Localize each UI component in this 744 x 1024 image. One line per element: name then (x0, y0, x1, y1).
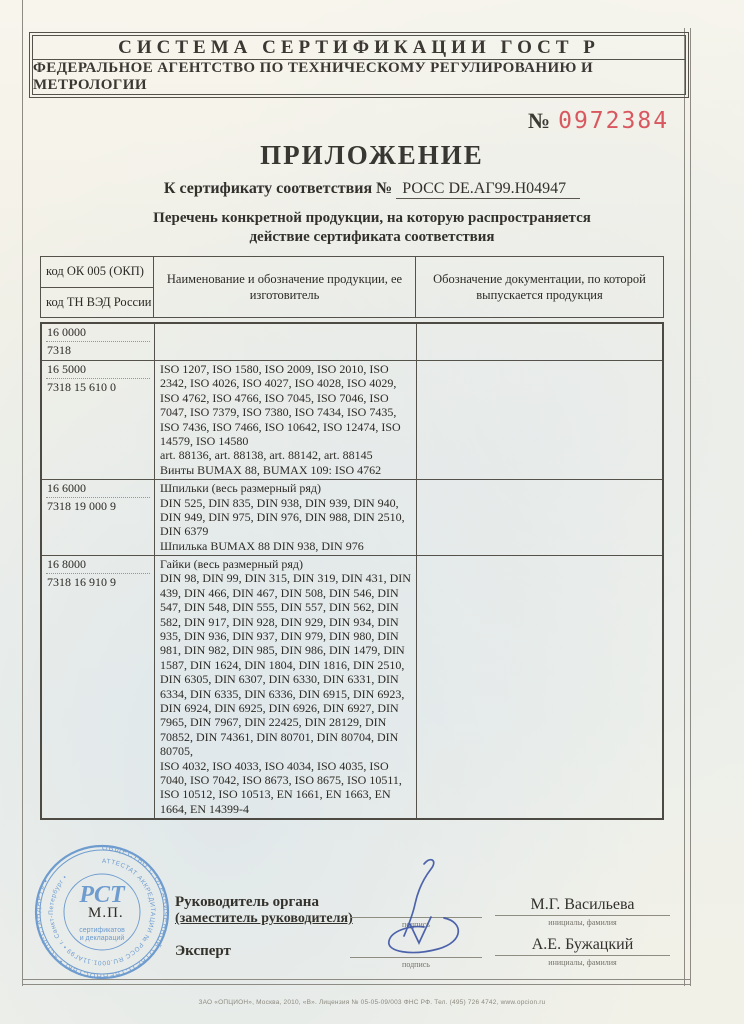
subtitle (0, 209, 744, 247)
number-sign: № (528, 108, 551, 133)
product-note: Винты BUMAX 88, BUMAX 109: ISO 4762 (160, 462, 382, 477)
header-documentation: Обозначение документации, по которой выпускается продукция (433, 271, 646, 302)
certificate-reference (0, 180, 744, 198)
table-row (42, 360, 662, 479)
product-standards: DIN 525, DIN 835, DIN 938, DIN 939, DIN 940, DIN 949, DIN 975, DIN 976, DIN 988, DIN 2510, DIN 6379 (160, 495, 405, 539)
tnved-code: 7318 (47, 343, 71, 357)
signature-caption-1: подпись (402, 920, 430, 929)
table-header-row (40, 256, 664, 318)
header-tnved-code: код ТН ВЭД России (46, 294, 152, 309)
signature-caption-2: подпись (402, 960, 430, 969)
expert-name-line (495, 955, 670, 956)
documentation-cell (417, 480, 662, 555)
code-separator (46, 573, 150, 574)
product-note: Шпилька BUMAX 88 DIN 938, DIN 976 (160, 538, 364, 553)
product-standards: ISO 1207, ISO 1580, ISO 2009, ISO 2010, ISO 2342, ISO 4026, ISO 4027, ISO 4028, ISO 4029, ISO 4762, ISO 4766, ISO 7045, ISO 7046, ISO 7047, ISO 7379, ISO 7380, ISO 7434, ISO 7435, ISO 7436, ISO 7466, ISO 10642, ISO 12474, ISO 14579, ISO 14580 (160, 362, 401, 448)
certificate-reference-label: К сертификату соответствия № (163, 180, 393, 197)
code-separator (46, 341, 150, 342)
okp-code: 16 0000 (47, 325, 86, 339)
products-table (40, 256, 664, 820)
stamp-sub2: и деклараций (79, 935, 125, 942)
code-separator (46, 497, 150, 498)
okp-code: 16 5000 (47, 362, 86, 376)
federal-agency-title: ФЕДЕРАЛЬНОЕ АГЕНТСТВО ПО ТЕХНИЧЕСКОМУ РЕГУЛИРОВАНИЮ И МЕТРОЛОГИИ (33, 60, 594, 93)
stamp-outer-text: ОБЩЕСТВО С ОГРАНИЧЕННОЙ ОТВЕТСТВЕННОСТЬЮ • «СПб-СТАНДАРТ» • (32, 842, 172, 982)
certificate-number: РОСС DE.АГ99.Н04947 (396, 180, 580, 199)
header-box-inner (32, 35, 686, 95)
codes-cell (42, 480, 155, 555)
codes-cell (42, 556, 155, 818)
subtitle-line2: действие сертификата соответствия (249, 228, 495, 245)
head-name: М.Г. Васильева (530, 896, 635, 913)
page-title: ПРИЛОЖЕНИЕ (260, 140, 484, 170)
tnved-code: 7318 16 910 9 (47, 575, 116, 590)
right-frame-line-outer (684, 28, 685, 986)
form-number (528, 108, 669, 134)
role-head-sub-label: (заместитель руководителя) (175, 911, 353, 926)
okp-code: 16 8000 (47, 557, 86, 572)
head-name-line (495, 915, 670, 916)
table-row (42, 324, 662, 360)
role-head-label: Руководитель органа (175, 894, 319, 910)
product-cell (155, 556, 417, 818)
expert-name: А.Е. Бужацкий (531, 936, 634, 953)
documentation-cell (417, 361, 662, 479)
right-frame-line-inner (690, 28, 691, 986)
code-separator (46, 378, 150, 379)
certification-system-title: СИСТЕМА СЕРТИФИКАЦИИ ГОСТ Р (33, 36, 685, 60)
rst-logo: РСТ (79, 882, 125, 908)
header-product-name: Наименование и обозначение продукции, ее изготовитель (154, 257, 416, 317)
expert-name-caption: инициалы, фамилия (548, 958, 617, 967)
product-cell (155, 324, 417, 360)
product-standards-iso: ISO 4032, ISO 4033, ISO 4034, ISO 4035, ISO 7040, ISO 7042, ISO 8673, ISO 8675, ISO 10511, ISO 10512, ISO 10513, EN 1661, EN 1663, EN 1664, EN 14399-4 (160, 758, 402, 816)
header-box (29, 32, 689, 98)
table-row (42, 555, 662, 818)
printer-imprint: ЗАО «ОПЦИОН», Москва, 2010, «В». Лицензия № 05-05-09/003 ФНС РФ. Тел. (495) 726 4742, www.opcion.ru (198, 999, 546, 1006)
tnved-code: 7318 15 610 0 (47, 380, 116, 394)
mp-placeholder: М.П. (88, 905, 124, 921)
tnved-code: 7318 19 000 9 (47, 499, 116, 514)
codes-cell (42, 361, 155, 479)
codes-cell (42, 324, 155, 360)
table-row (42, 479, 662, 555)
product-cell (155, 361, 417, 479)
header-codes-cell (41, 257, 154, 317)
header-okp-code: код ОК 005 (ОКП) (41, 257, 153, 288)
documentation-cell (417, 324, 662, 360)
role-expert-label: Эксперт (175, 943, 231, 959)
subtitle-line1: Перечень конкретной продукции, на которую распространяется (153, 210, 591, 226)
product-title: Шпильки (весь размерный ряд) (160, 481, 322, 496)
stamp-sub1: сертификатов (79, 927, 125, 934)
product-standards: DIN 98, DIN 99, DIN 315, DIN 319, DIN 431, DIN 439, DIN 466, DIN 467, DIN 508, DIN 546, DIN 547, DIN 548, DIN 555, DIN 557, DIN 562, DIN 582, DIN 917, DIN 928, DIN 929, DIN 934, DIN 935, DIN 936, DIN 937, DIN 979, DIN 980, DIN 981, DIN 982, DIN 985, DIN 986, DIN 1479, DIN 1587, DIN 1624, DIN 1804, DIN 1816, DIN 2510, DIN 6305, DIN 6307, DIN 6330, DIN 6331, DIN 6334, DIN 6335, DIN 6336, DIN 6915, DIN 6923, DIN 6924, DIN 6925, DIN 6926, DIN 6927, DIN 7965, DIN 7967, DIN 22425, DIN 28129, DIN 70852, DIN 74361, DIN 80701, DIN 80704, DIN 80705, (160, 571, 411, 759)
product-title: Гайки (весь размерный ряд) (160, 557, 303, 572)
stamp-inner-text: АТТЕСТАТ АККРЕДИТАЦИИ № РОСС RU.0001.11АГ99 • г. Санкт-Петербург • (47, 857, 157, 967)
documentation-cell (417, 556, 662, 818)
handwritten-signature (358, 856, 494, 968)
product-articles: art. 88136, art. 88138, art. 88142, art. 88145 (160, 448, 373, 463)
product-cell (155, 480, 417, 555)
head-name-caption: инициалы, фамилия (548, 918, 617, 927)
table-body (40, 322, 664, 820)
okp-code: 16 6000 (47, 481, 86, 496)
form-number-value: 0972384 (558, 108, 670, 134)
